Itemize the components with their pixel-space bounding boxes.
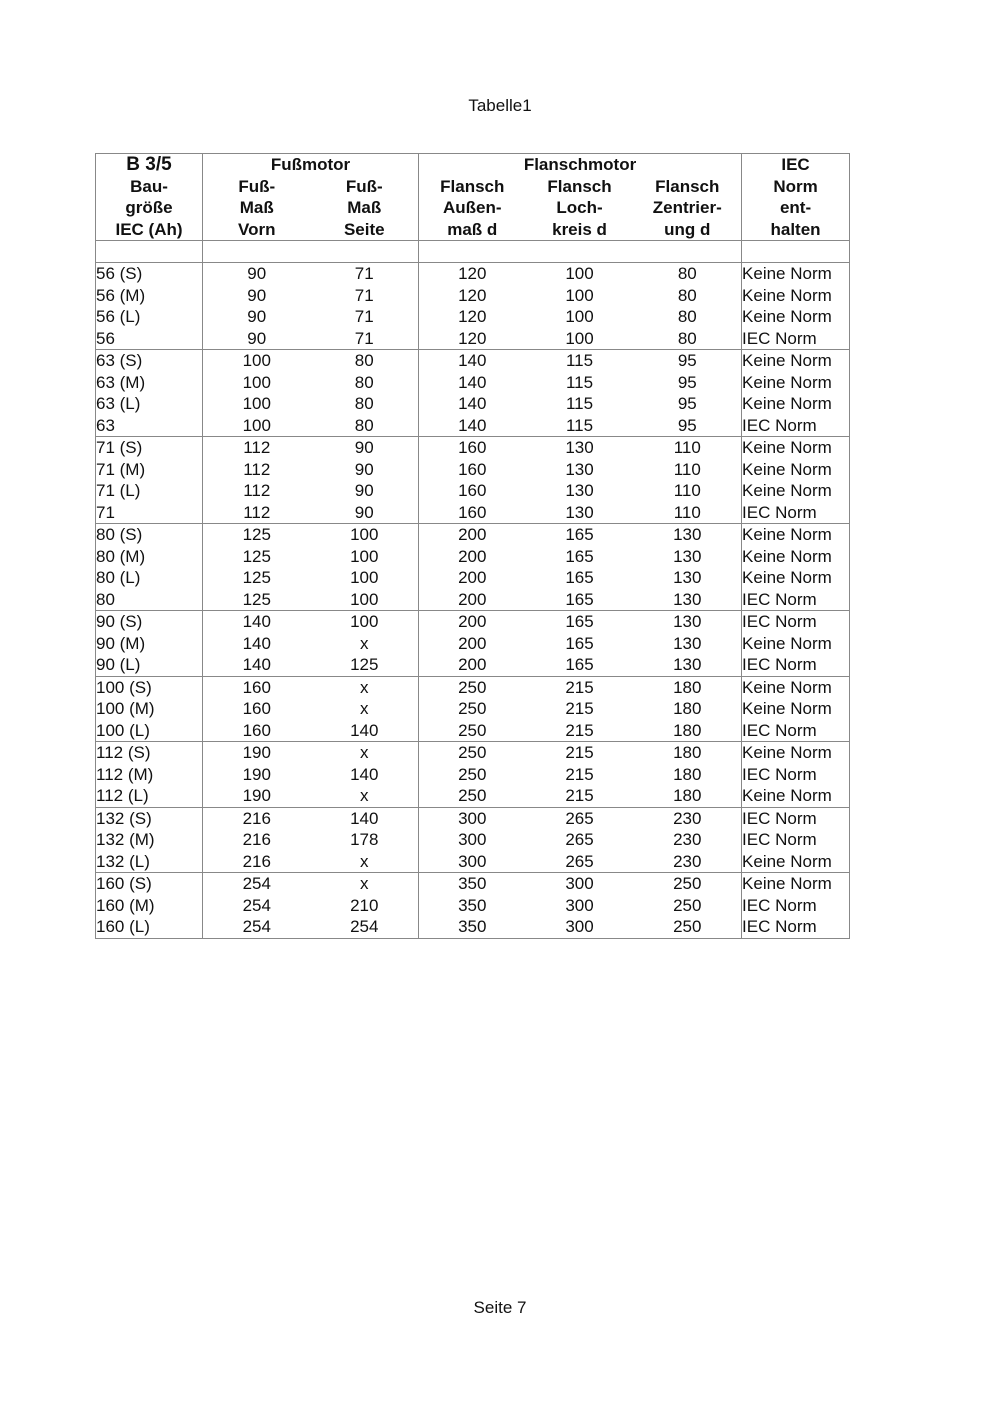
dimension-cell: 350 — [419, 873, 526, 895]
header-cell: Norm — [742, 176, 850, 198]
norm-cell: IEC Norm — [742, 829, 850, 851]
table-row — [96, 916, 850, 938]
size-cell: 160 (L) — [96, 916, 203, 938]
dimension-cell: 140 — [458, 372, 487, 392]
size-cell: 71 (S) — [96, 437, 203, 459]
dimension-cell: 140 — [458, 394, 487, 413]
dimension-cell: 165 — [565, 546, 594, 566]
norm-cell: IEC Norm — [742, 415, 850, 437]
dimension-cell: 90 — [311, 437, 419, 459]
table-row — [96, 546, 850, 568]
dimension-cell: 130 — [634, 611, 742, 633]
dimension-cell: 130 — [634, 524, 742, 546]
dimension-cell: 140 — [419, 350, 526, 372]
dimension-cell: 130 — [565, 481, 594, 500]
dimension-cell: 215 — [565, 764, 594, 784]
dimension-cell: 165 — [565, 589, 594, 609]
size-cell: 71 (L) — [96, 480, 203, 502]
header-row — [96, 197, 850, 219]
table-row — [96, 306, 850, 328]
dimension-cell: 112 — [243, 459, 271, 479]
table-row — [96, 873, 850, 895]
dimension-cell: 250 — [634, 916, 742, 938]
dimension-cell: x — [311, 873, 419, 895]
dimension-cell: 95 — [634, 415, 742, 437]
dimension-cell: 265 — [565, 851, 594, 871]
dimension-cell: 300 — [419, 807, 526, 829]
size-cell: 56 — [96, 328, 203, 350]
dimension-cell: 300 — [458, 830, 487, 849]
table-row — [96, 807, 850, 829]
dimension-cell: 130 — [634, 567, 742, 589]
dimension-cell: 250 — [458, 720, 487, 740]
dimension-cell: 215 — [565, 720, 594, 740]
norm-cell: Keine Norm — [742, 873, 850, 895]
header-cell: Fuß- — [311, 176, 419, 198]
motor-dimensions-table — [95, 153, 850, 939]
dimension-cell: 230 — [634, 829, 742, 851]
dimension-cell: 254 — [203, 873, 311, 895]
dimension-cell: 140 — [203, 611, 311, 633]
dimension-cell: 90 — [203, 263, 311, 285]
norm-cell: IEC Norm — [742, 328, 850, 350]
dimension-cell: 112 — [243, 502, 271, 522]
dimension-cell: 90 — [247, 307, 267, 326]
dimension-cell: 190 — [242, 786, 271, 805]
size-cell: 100 (M) — [96, 698, 203, 720]
dimension-cell: 80 — [311, 350, 419, 372]
dimension-cell: 180 — [634, 698, 742, 720]
dimension-cell: 250 — [634, 873, 742, 895]
dimension-cell: 125 — [311, 654, 419, 676]
dimension-cell: 215 — [526, 676, 634, 698]
header-cell: kreis d — [552, 219, 607, 239]
dimension-cell: 80 — [634, 285, 742, 307]
header-cell: Fußmotor — [203, 154, 419, 176]
dimension-cell: 115 — [565, 415, 594, 435]
table-row — [96, 742, 850, 764]
dimension-cell: 140 — [458, 415, 487, 435]
dimension-cell: 125 — [242, 546, 271, 566]
dimension-cell: 125 — [242, 589, 271, 609]
dimension-cell: 110 — [634, 437, 742, 459]
header-cell: Flansch — [440, 176, 505, 196]
header-cell: Bau- — [96, 176, 203, 198]
table-row — [96, 829, 850, 851]
size-cell: 112 (M) — [96, 764, 203, 786]
norm-cell: Keine Norm — [742, 742, 850, 764]
dimension-cell: 140 — [242, 633, 271, 653]
dimension-cell: 110 — [634, 480, 742, 502]
table-row — [96, 372, 850, 394]
dimension-cell: 90 — [311, 459, 419, 481]
norm-cell: Keine Norm — [742, 437, 850, 459]
dimension-cell: 71 — [311, 328, 419, 350]
norm-cell: Keine Norm — [742, 393, 850, 415]
table-row — [96, 415, 850, 437]
size-cell: 63 (S) — [96, 350, 203, 372]
norm-cell: IEC Norm — [742, 720, 850, 742]
dimension-cell: 90 — [311, 502, 419, 524]
dimension-cell: 200 — [458, 589, 487, 609]
dimension-cell: 165 — [565, 655, 594, 674]
size-cell: 132 (S) — [96, 807, 203, 829]
dimension-cell: 200 — [458, 655, 487, 674]
dimension-cell: 120 — [458, 328, 487, 348]
header-cell: Außen- — [442, 198, 502, 217]
dimension-cell: 216 — [242, 830, 271, 849]
dimension-cell: 200 — [419, 611, 526, 633]
table-row — [96, 589, 850, 611]
size-cell: 56 (S) — [96, 263, 203, 285]
dimension-cell: 160 — [203, 676, 311, 698]
norm-cell: Keine Norm — [742, 633, 850, 655]
table-row — [96, 611, 850, 633]
header-cell: Flansch — [547, 176, 612, 196]
size-cell: 160 (M) — [96, 895, 203, 917]
table-row — [96, 393, 850, 415]
size-cell: 63 — [96, 415, 203, 437]
table-row — [96, 785, 850, 807]
norm-cell: Keine Norm — [742, 546, 850, 568]
dimension-cell: 178 — [311, 829, 419, 851]
dimension-cell: 216 — [242, 851, 271, 871]
dimension-cell: 160 — [458, 459, 487, 479]
size-cell: 80 (L) — [96, 567, 203, 589]
dimension-cell: 300 — [526, 873, 634, 895]
dimension-cell: 216 — [203, 807, 311, 829]
dimension-cell: 80 — [311, 372, 419, 394]
table-row — [96, 350, 850, 372]
dimension-cell: 95 — [634, 372, 742, 394]
dimension-cell: 300 — [526, 916, 634, 938]
dimension-cell: 180 — [634, 676, 742, 698]
size-cell: 71 (M) — [96, 459, 203, 481]
header-cell: Maß — [311, 197, 419, 219]
dimension-cell: 250 — [458, 764, 487, 784]
page-footer: Seite 7 — [473, 1298, 527, 1317]
dimension-cell: 180 — [634, 764, 742, 786]
dimension-cell: 100 — [242, 372, 271, 392]
dimension-cell: 200 — [419, 524, 526, 546]
dimension-cell: 90 — [247, 285, 267, 305]
dimension-cell: 230 — [634, 851, 742, 873]
dimension-cell: x — [311, 633, 419, 655]
dimension-cell: 80 — [634, 306, 742, 328]
size-cell: 63 (L) — [96, 393, 203, 415]
dimension-cell: x — [311, 742, 419, 764]
dimension-cell: 110 — [634, 459, 742, 481]
dimension-cell: 71 — [311, 263, 419, 285]
dimension-cell: 230 — [634, 807, 742, 829]
dimension-cell: 100 — [565, 307, 594, 326]
norm-cell: Keine Norm — [742, 480, 850, 502]
dimension-cell: 250 — [458, 786, 487, 805]
dimension-cell: 140 — [242, 655, 271, 674]
norm-cell: Keine Norm — [742, 785, 850, 807]
dimension-cell: 350 — [419, 916, 526, 938]
norm-cell: Keine Norm — [742, 524, 850, 546]
dimension-cell: 160 — [458, 502, 487, 522]
header-cell: Flansch — [634, 176, 742, 198]
header-cell: halten — [742, 219, 850, 241]
header-cell: Zentrier- — [634, 197, 742, 219]
dimension-cell: 120 — [419, 263, 526, 285]
size-cell: 63 (M) — [96, 372, 203, 394]
dimension-cell: 100 — [311, 524, 419, 546]
dimension-cell: 115 — [526, 350, 634, 372]
dimension-cell: 254 — [242, 895, 271, 915]
table-row — [96, 633, 850, 655]
header-row — [96, 154, 850, 176]
dimension-cell: 100 — [242, 415, 271, 435]
dimension-cell: 250 — [634, 895, 742, 917]
dimension-cell: 112 — [203, 437, 311, 459]
size-cell: 80 (M) — [96, 546, 203, 568]
dimension-cell: 140 — [311, 764, 419, 786]
dimension-cell: 130 — [526, 437, 634, 459]
dimension-cell: 90 — [311, 480, 419, 502]
dimension-cell: 125 — [203, 524, 311, 546]
header-cell: ent- — [742, 197, 850, 219]
dimension-cell: 300 — [565, 895, 594, 915]
dimension-cell: 200 — [458, 633, 487, 653]
table-row — [96, 263, 850, 285]
norm-cell: IEC Norm — [742, 502, 850, 524]
dimension-cell: 100 — [242, 394, 271, 413]
size-cell: 56 (L) — [96, 306, 203, 328]
dimension-cell: 112 — [243, 481, 271, 500]
table-row — [96, 502, 850, 524]
norm-cell: Keine Norm — [742, 851, 850, 873]
dimension-cell: 130 — [634, 654, 742, 676]
dimension-cell: 100 — [311, 589, 419, 611]
size-cell: 132 (L) — [96, 851, 203, 873]
dimension-cell: 165 — [526, 524, 634, 546]
dimension-cell: 265 — [526, 807, 634, 829]
header-row — [96, 219, 850, 241]
empty-cell — [96, 241, 203, 263]
norm-cell: Keine Norm — [742, 285, 850, 307]
header-cell: Loch- — [556, 198, 603, 217]
dimension-cell: 300 — [458, 851, 487, 871]
header-cell: IEC (Ah) — [96, 219, 203, 241]
table-row — [96, 328, 850, 350]
dimension-cell: x — [311, 851, 419, 873]
header-cell: Fuß- — [238, 176, 276, 196]
dimension-cell: x — [311, 785, 419, 807]
dimension-cell: 350 — [458, 895, 487, 915]
norm-cell: IEC Norm — [742, 764, 850, 786]
size-cell: 160 (S) — [96, 873, 203, 895]
dimension-cell: 160 — [458, 481, 487, 500]
table-row — [96, 698, 850, 720]
dimension-cell: 200 — [458, 546, 487, 566]
dimension-cell: 165 — [526, 611, 634, 633]
dimension-cell: 100 — [565, 285, 594, 305]
norm-cell: IEC Norm — [742, 654, 850, 676]
dimension-cell: 200 — [458, 568, 487, 587]
table-row — [96, 851, 850, 873]
empty-cell — [419, 241, 526, 263]
dimension-cell: x — [311, 698, 419, 720]
norm-cell: Keine Norm — [742, 372, 850, 394]
norm-cell: Keine Norm — [742, 350, 850, 372]
norm-cell: Keine Norm — [742, 459, 850, 481]
dimension-cell: 95 — [634, 350, 742, 372]
header-cell: ung d — [634, 219, 742, 241]
dimension-cell: 80 — [311, 415, 419, 437]
page-header: Tabelle1 — [468, 96, 532, 115]
dimension-cell: 100 — [311, 611, 419, 633]
dimension-cell: 250 — [419, 742, 526, 764]
dimension-cell: 250 — [458, 699, 487, 718]
dimension-cell: 140 — [311, 720, 419, 742]
dimension-cell: 160 — [242, 699, 271, 718]
size-cell: 100 (S) — [96, 676, 203, 698]
dimension-cell: 130 — [565, 459, 594, 479]
norm-cell: IEC Norm — [742, 611, 850, 633]
norm-cell: Keine Norm — [742, 306, 850, 328]
dimension-cell: 100 — [311, 546, 419, 568]
dimension-cell: 115 — [565, 394, 594, 413]
size-cell: 112 (L) — [96, 785, 203, 807]
header-cell: Maß — [239, 198, 274, 217]
empty-cell — [634, 241, 742, 263]
table-row — [96, 437, 850, 459]
empty-cell — [203, 241, 311, 263]
norm-cell: IEC Norm — [742, 589, 850, 611]
dimension-cell: 90 — [247, 328, 267, 348]
dimension-cell: 160 — [242, 720, 271, 740]
size-cell: 56 (M) — [96, 285, 203, 307]
size-cell: 80 (S) — [96, 524, 203, 546]
dimension-cell: 165 — [565, 633, 594, 653]
size-cell: 112 (S) — [96, 742, 203, 764]
dimension-cell: 215 — [526, 742, 634, 764]
norm-cell: IEC Norm — [742, 895, 850, 917]
dimension-cell: 254 — [203, 916, 311, 938]
dimension-cell: 254 — [311, 916, 419, 938]
table-row — [96, 895, 850, 917]
dimension-cell: 100 — [203, 350, 311, 372]
table-row — [96, 720, 850, 742]
header-cell: Flanschmotor — [419, 154, 742, 176]
table-row — [96, 567, 850, 589]
size-cell: 132 (M) — [96, 829, 203, 851]
dimension-cell: 165 — [565, 568, 594, 587]
dimension-cell: 71 — [311, 285, 419, 307]
header-cell: IEC — [742, 154, 850, 176]
header-cell: Seite — [311, 219, 419, 241]
empty-cell — [742, 241, 850, 263]
dimension-cell: 140 — [311, 807, 419, 829]
norm-cell: IEC Norm — [742, 916, 850, 938]
size-cell: 71 — [96, 502, 203, 524]
dimension-cell: 80 — [311, 393, 419, 415]
dimension-cell: 120 — [458, 307, 487, 326]
table-row — [96, 654, 850, 676]
empty-cell — [311, 241, 419, 263]
dimension-cell: 125 — [242, 568, 271, 587]
size-cell: 80 — [96, 589, 203, 611]
table-row — [96, 480, 850, 502]
dimension-cell: 180 — [634, 742, 742, 764]
dimension-cell: 130 — [634, 589, 742, 611]
dimension-cell: 215 — [565, 786, 594, 805]
dimension-cell: 210 — [311, 895, 419, 917]
size-cell: 90 (L) — [96, 654, 203, 676]
table-row — [96, 459, 850, 481]
table-row — [96, 285, 850, 307]
dimension-cell: 100 — [565, 328, 594, 348]
dimension-cell: 180 — [634, 785, 742, 807]
size-cell: 90 (S) — [96, 611, 203, 633]
dimension-cell: 120 — [458, 285, 487, 305]
dimension-cell: 180 — [634, 720, 742, 742]
dimension-cell: 215 — [565, 699, 594, 718]
dimension-cell: 110 — [634, 502, 742, 524]
dimension-cell: 160 — [419, 437, 526, 459]
size-cell: 100 (L) — [96, 720, 203, 742]
size-cell: 90 (M) — [96, 633, 203, 655]
dimension-cell: x — [311, 676, 419, 698]
norm-cell: Keine Norm — [742, 263, 850, 285]
table-row — [96, 764, 850, 786]
header-cell: B 3/5 — [96, 154, 203, 176]
dimension-cell: 80 — [634, 263, 742, 285]
dimension-cell: 100 — [526, 263, 634, 285]
dimension-cell: 130 — [634, 633, 742, 655]
dimension-cell: 71 — [311, 306, 419, 328]
table-row — [96, 676, 850, 698]
header-cell: größe — [96, 197, 203, 219]
header-row — [96, 176, 850, 198]
dimension-cell: 100 — [311, 567, 419, 589]
norm-cell: Keine Norm — [742, 698, 850, 720]
norm-cell: IEC Norm — [742, 807, 850, 829]
norm-cell: Keine Norm — [742, 676, 850, 698]
spacer-row — [96, 241, 850, 263]
empty-cell — [526, 241, 634, 263]
dimension-cell: 130 — [634, 546, 742, 568]
norm-cell: Keine Norm — [742, 567, 850, 589]
header-cell: Vorn — [238, 219, 276, 239]
dimension-cell: 190 — [242, 764, 271, 784]
dimension-cell: 80 — [634, 328, 742, 350]
dimension-cell: 115 — [565, 372, 594, 392]
header-cell: maß d — [447, 219, 498, 239]
dimension-cell: 190 — [203, 742, 311, 764]
dimension-cell: 130 — [565, 502, 594, 522]
dimension-cell: 265 — [565, 830, 594, 849]
dimension-cell: 250 — [419, 676, 526, 698]
table-row — [96, 524, 850, 546]
dimension-cell: 95 — [634, 393, 742, 415]
